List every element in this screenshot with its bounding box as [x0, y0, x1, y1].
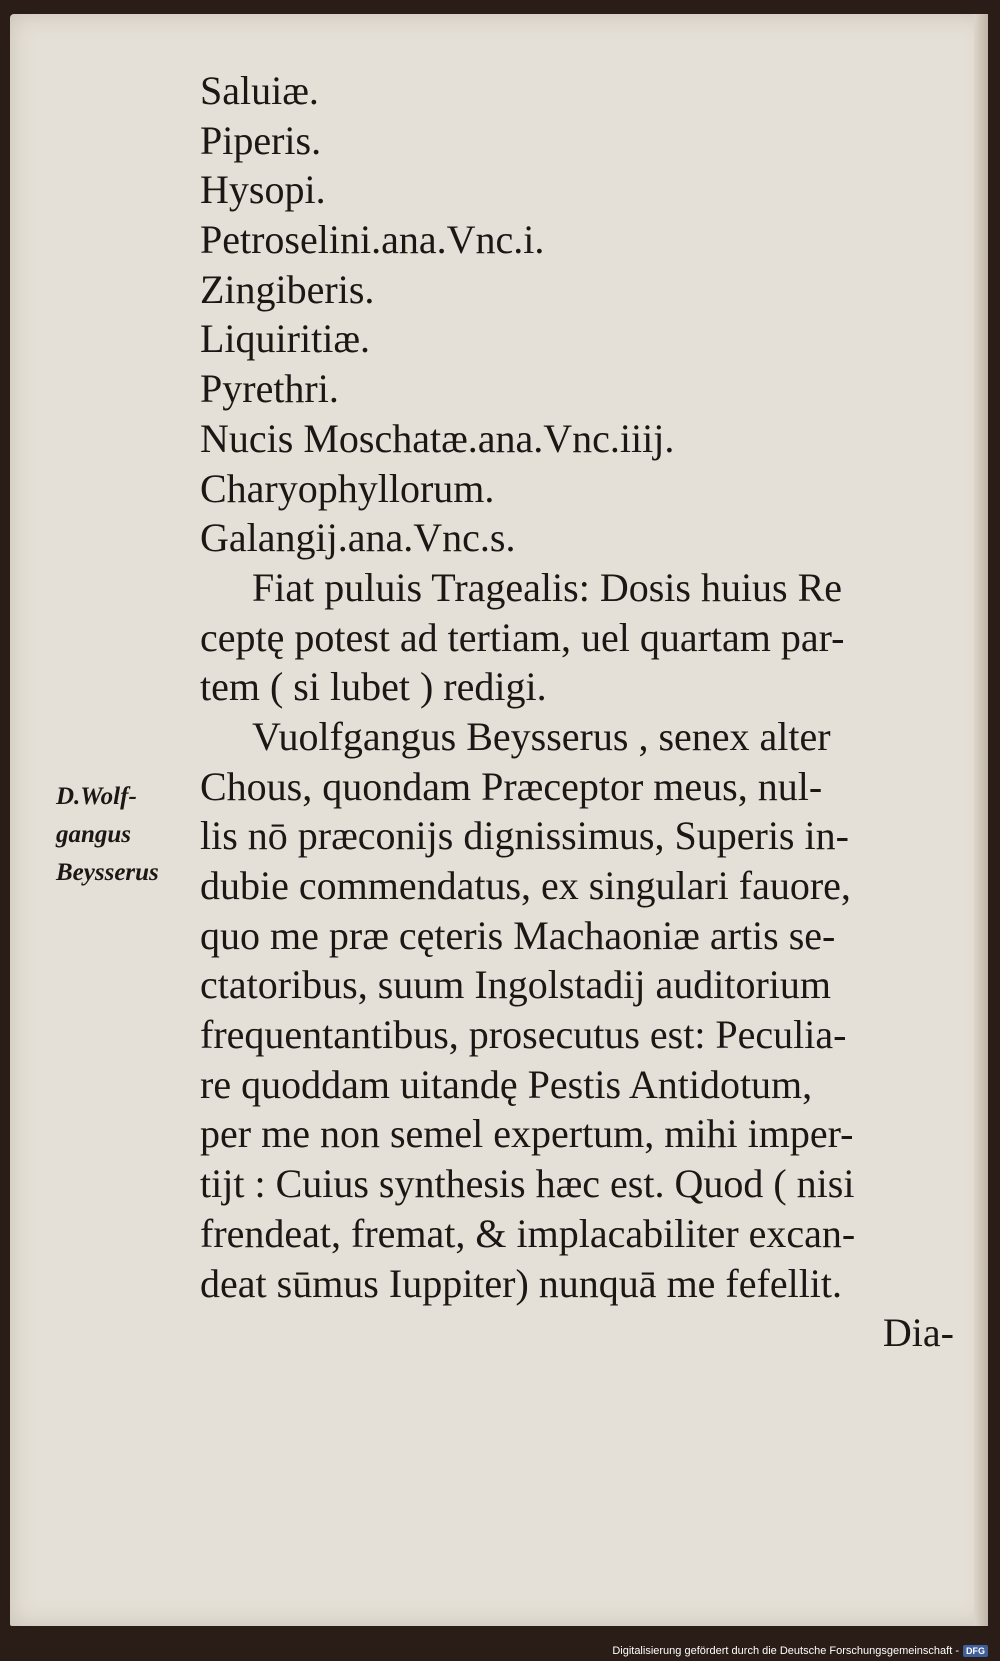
- text-line: Chous, quondam Præceptor meus, nul-: [200, 763, 823, 809]
- text-line: Fiat puluis Tragealis: Dosis huius Re: [252, 564, 843, 610]
- text-line: Petroselini.ana.Vnc.i.: [200, 217, 545, 263]
- footer-text: Digitalisierung gefördert durch die Deutsche Forschungsgemeinschaft -: [612, 1645, 959, 1657]
- text-line: frendeat, fremat, & implacabiliter excan-: [200, 1210, 856, 1256]
- text-line: per me non semel expertum, mihi imper-: [200, 1111, 854, 1157]
- main-text: [200, 66, 960, 1358]
- text-line: lis nō præconijs dignissimus, Superis in-: [200, 813, 849, 859]
- text-line: Pyrethri.: [200, 366, 339, 412]
- marginal-note: [56, 778, 196, 892]
- text-line: tem ( si lubet ) redigi.: [200, 664, 547, 710]
- marginal-note-line: gangus: [56, 821, 132, 848]
- dfg-logo: DFG: [963, 1645, 988, 1657]
- text-line: quo me præ cęteris Machaoniæ artis se-: [200, 912, 836, 958]
- text-line: re quoddam uitandę Pestis Antidotum,: [200, 1061, 813, 1107]
- text-line: dubie commendatus, ex singulari fauore,: [200, 863, 851, 908]
- text-line: Galangij.ana.Vnc.s.: [200, 515, 516, 561]
- text-line: Saluiæ.: [200, 68, 319, 113]
- page-edge: [974, 14, 988, 1626]
- text-line: Vuolfgangus Beysserus , senex alter: [252, 713, 831, 759]
- text-line: Zingiberis.: [200, 266, 375, 312]
- text-line: ceptę potest ad tertiam, uel quartam par-: [200, 614, 845, 660]
- text-line: tijt : Cuius synthesis hæc est. Quod ( nisi: [200, 1161, 855, 1207]
- marginal-note-line: D.Wolf-: [56, 783, 137, 810]
- digitization-footer: [612, 1645, 988, 1657]
- text-line: Piperis.: [200, 117, 322, 163]
- book-page: [10, 14, 988, 1626]
- text-line: Charyophyllorum.: [200, 465, 495, 511]
- text-line: frequentantibus, prosecutus est: Peculia-: [200, 1012, 847, 1058]
- marginal-note-line: Beysserus: [56, 859, 159, 886]
- text-line: Hysopi.: [200, 167, 326, 213]
- text-line: ctatoribus, suum Ingolstadij auditorium: [200, 962, 832, 1008]
- text-line: Nucis Moschatæ.ana.Vnc.iiij.: [200, 415, 675, 461]
- text-line: Liquiritiæ.: [200, 316, 370, 362]
- catchword: Dia-: [882, 1310, 954, 1356]
- text-line: deat sūmus Iuppiter) nunquā me fefellit.: [200, 1260, 843, 1306]
